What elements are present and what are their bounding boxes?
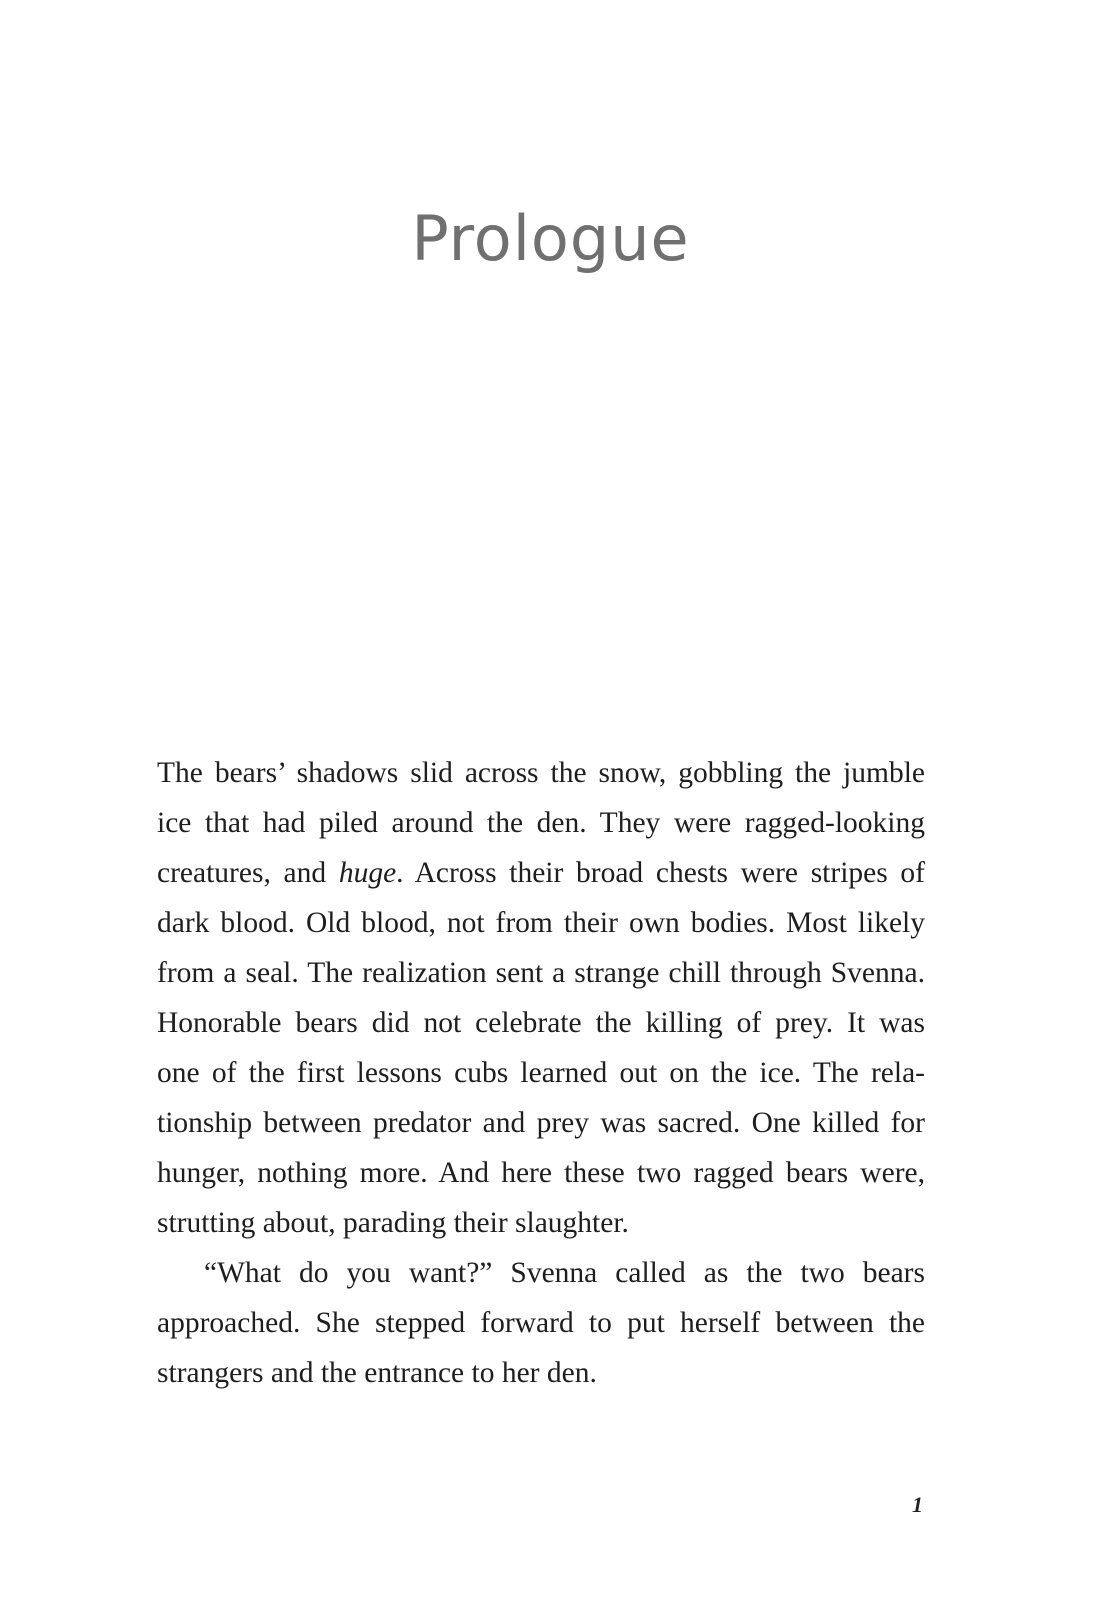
- text-line: [157, 848, 925, 898]
- text-run: creatures, and: [157, 857, 339, 889]
- chapter-title: Prologue: [411, 202, 690, 275]
- text-line: “What do you want?” Svenna called as the two bears: [204, 1257, 925, 1289]
- text-line: Honorable bears did not celebrate the killing of prey. It was: [157, 1007, 925, 1039]
- emphasized-word: huge: [338, 857, 397, 889]
- text-run: . Across their broad chests were stripes of: [396, 857, 925, 889]
- text-line: The bears’ shadows slid across the snow, gobbling the jumble: [157, 757, 925, 789]
- text-line: hunger, nothing more. And here these two ragged bears were,: [157, 1157, 925, 1189]
- page-number: 1: [912, 1492, 923, 1517]
- paragraph: [157, 748, 925, 1248]
- body-text: [157, 748, 925, 1398]
- text-line: approached. She stepped forward to put herself between the: [157, 1307, 925, 1339]
- text-line: one of the first lessons cubs learned out on the ice. The rela-: [157, 1057, 925, 1089]
- text-line: strangers and the entrance to her den.: [157, 1357, 597, 1389]
- text-line: strutting about, parading their slaughter.: [157, 1207, 629, 1239]
- paragraph: [157, 1248, 925, 1398]
- text-line: tionship between predator and prey was sacred. One killed for: [157, 1107, 925, 1139]
- text-line: ice that had piled around the den. They were ragged-looking: [157, 807, 925, 839]
- text-line: from a seal. The realization sent a strange chill through Svenna.: [157, 957, 925, 989]
- text-line: dark blood. Old blood, not from their own bodies. Most likely: [157, 907, 925, 939]
